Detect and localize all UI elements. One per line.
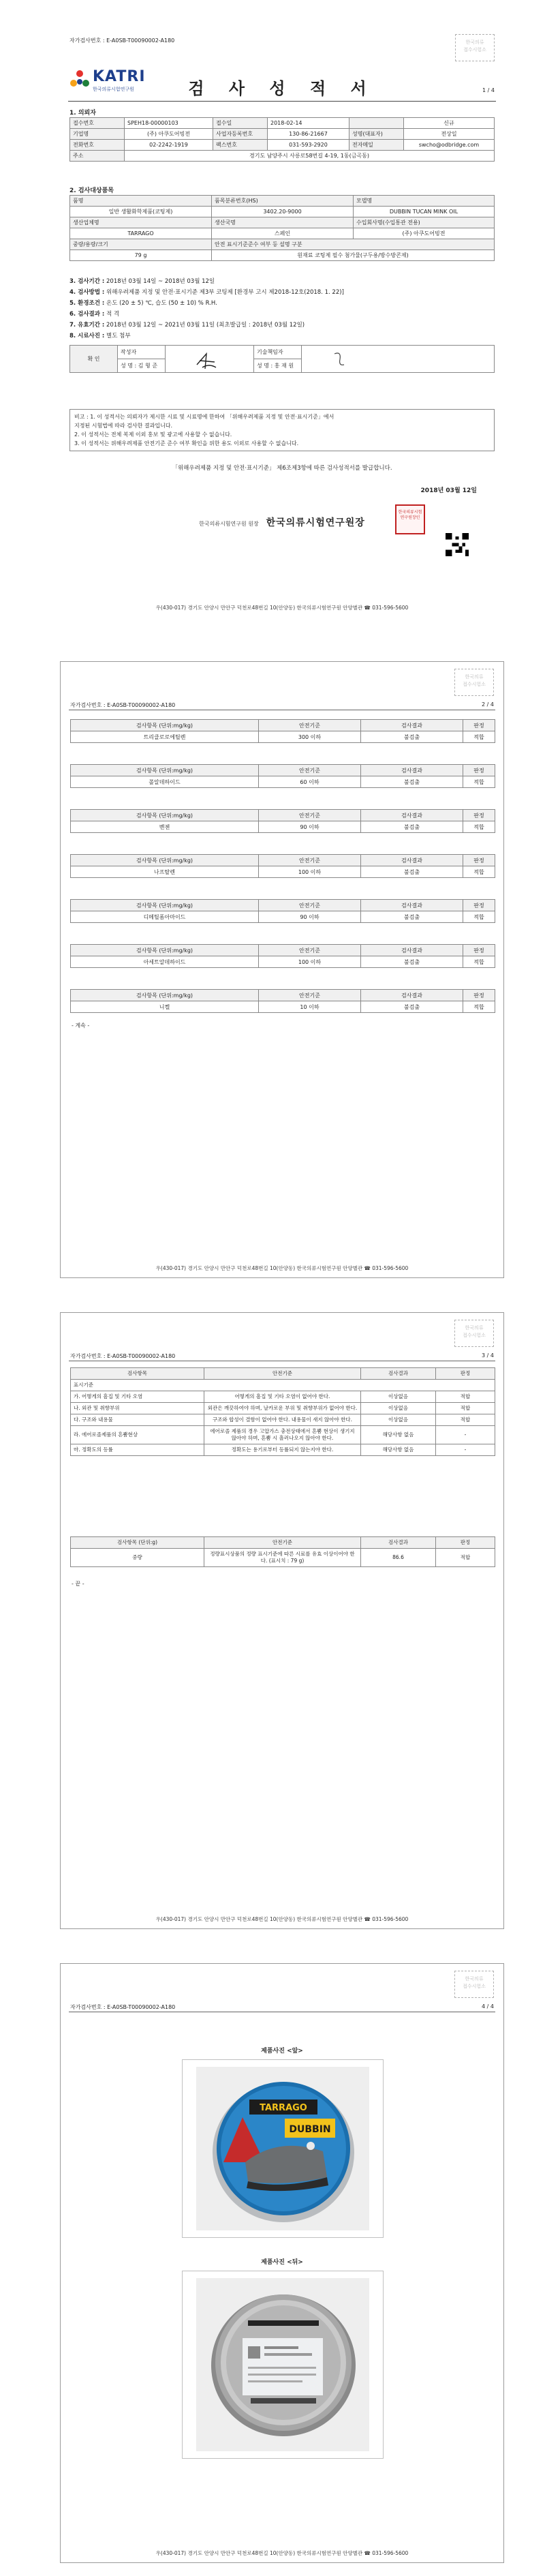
table-row: 주소 경기도 남양주시 사릉로58번길 4-19, 1동(금곡동) <box>70 151 495 162</box>
table-row: 아세트알데하이드 100 이하 불검출 적합 <box>71 956 495 968</box>
weight-table <box>70 1536 495 1567</box>
table-row: 가. 어떻게의 흠집 및 기타 오염 어떻게의 흠집 및 기타 오염이 없어야 한다. 이상없음 적합 <box>71 1391 495 1403</box>
issuer-name: 한국의류시험연구원장 <box>266 517 365 528</box>
table-row: 성 명 : 김 형 준 성 명 : 홍 재 원 <box>70 359 495 373</box>
photo-front-title: 제품사진 <앞> <box>261 2048 303 2055</box>
qr-code-icon <box>446 533 469 556</box>
table-row: TARRAGO 스페인 (주) 아쿠도어빙전 <box>70 228 495 239</box>
remarks-box: 비고 : 1. 이 성적서는 의뢰자가 제시한 시료 및 시료명에 한하여 「위해우려제품 지정 및 안전·표시기준」에서 지정된 시험법에 따라 검사한 결과입니다. 2. 이 성적서는 전체 복제 이외 홍보 및 광고에 사용할 수 없습니다. 3. 이 성적서는 위해우려제품 안전기준 준수 여부 확인을 위한 용도 이외로 사용할 수 없습니다. <box>69 409 495 451</box>
reception-stamp: 한국의류 접수시험소 <box>455 34 495 61</box>
table-header-row: 검사항목 (단위:mg/kg) 안전기준 검사결과 판정 <box>71 900 495 911</box>
logo-subtitle: 한국의류시험연구원 <box>93 87 134 92</box>
doc-number: 자가검사번호 : E-A0SB-T00090002-A180 <box>70 1353 176 1359</box>
page-number: 3 / 4 <box>482 1352 494 1359</box>
photo-front <box>182 2059 384 2238</box>
results-table-5 <box>70 899 495 923</box>
results-table-7 <box>70 989 495 1013</box>
approver-signature <box>302 346 495 373</box>
official-seal: 한국의류시험연구원장인 <box>395 504 425 534</box>
table-row: 전화번호 02-2242-1919 팩스번호 031-593-2920 전자메일 swcho@odbridge.com <box>70 140 495 151</box>
table-row: 79 g 원재료 코팅제 필수 첨가물(구두용/방수방콘제) <box>70 250 495 261</box>
section-applicant: 1. 의뢰자 <box>69 110 96 117</box>
lid-brand-text: TARRAGO <box>260 2103 307 2113</box>
table-row: 표시기준 <box>71 1380 495 1391</box>
table-row: 폴알데하이드 60 이하 불검출 적합 <box>71 776 495 788</box>
continued-mark: - 계속 - <box>72 1022 90 1029</box>
photo-back <box>182 2271 384 2459</box>
lid-product-text: DUBBIN <box>289 2124 331 2135</box>
validity-period: 7. 유효기간 : 2018년 03월 12일 ~ 2021년 03월 11일 (최초발급일 : 2018년 03월 12일) <box>69 322 305 329</box>
table-row: 벤젠 90 이하 불검출 적합 <box>71 821 495 833</box>
applicant-table <box>69 117 495 162</box>
page-number: 2 / 4 <box>482 701 494 708</box>
table-header-row: 검사항목 (단위:mg/kg) 안전기준 검사결과 판정 <box>71 990 495 1001</box>
table-row: 다. 구조와 내용물 구조와 합성이 결함이 없어야 한다. 내용물이 새지 않아야 한다. 이상없음 적합 <box>71 1414 495 1426</box>
sample-photo-note: 8. 시료사진 : 별도 첨부 <box>69 333 131 339</box>
table-row: 나. 외관 및 취향부위 외관은 깨끗하여야 하며, 날카로운 부위 및 취향부위가 없어야 한다. 이상없음 적합 <box>71 1403 495 1414</box>
table-row: 생산업체명 생산국명 수입회사명(수입통관 전용) <box>70 217 495 228</box>
table-row: 기업명 (주) 아쿠도어빙전 사업자등록번호 130-86-21667 성명(대표자) 전상일 <box>70 129 495 140</box>
table-row: 중량 정량표시상품의 정량 표시기준에 따른 시료를 유효 이상이어야 한다. (표시치 : 79 g) 86.6 적합 <box>71 1549 495 1567</box>
doc-number: 자가검사번호 : E-A0SB-T00090002-A180 <box>70 2004 176 2010</box>
reception-stamp: 한국의류 접수시험소 <box>454 1971 494 1998</box>
results-table-1 <box>70 719 495 743</box>
page-footer: 우(430-017) 경기도 안양시 만안구 덕천로48번길 10(안양동) 한국의류시험연구원 안양별관 ☎ 031-596-5600 <box>155 605 409 611</box>
inspection-method: 4. 검사방법 : 위해우려제품 지정 및 안전·표시기준 제3부 코팅제 [환경부 고시 제2018-12호(2018. 1. 22)] <box>69 289 344 296</box>
table-row: 중량/용량/크기 안전 표시기준준수 여부 등 설명 구분 <box>70 239 495 250</box>
page-2 <box>60 661 504 1278</box>
table-row: 라. 에어로졸제품의 흔뿜현상 에어로졸 제품의 경우 고압가스 충전상태에서 흔뿜 현상이 생기지 않아야 하며, 흔뿜 시 흘러나오지 않아야 한다. 해당사항 없음 - <box>71 1426 495 1444</box>
results-table-2 <box>70 764 495 788</box>
results-table-3 <box>70 809 495 833</box>
page-footer: 우(430-017) 경기도 안양시 만안구 덕천로48번길 10(안양동) 한국의류시험연구원 안양별관 ☎ 031-596-5600 <box>155 1916 409 1922</box>
issuer-block <box>60 515 504 529</box>
table-row: 확 인 작성자 기술책임자 <box>70 346 495 359</box>
table-row: 트리클로로에틸렌 300 이하 불검출 적합 <box>71 731 495 743</box>
table-header-row: 검사항목 (단위:mg/kg) 안전기준 검사결과 판정 <box>71 855 495 866</box>
page-number: 1 / 4 <box>482 87 495 93</box>
table-header-row: 검사항목 (단위:mg/kg) 안전기준 검사결과 판정 <box>71 810 495 821</box>
signature-icon <box>329 350 349 370</box>
reception-stamp: 한국의류 접수시험소 <box>454 669 494 696</box>
doc-number: 자가검사번호 : E-A0SB-T00090002-A180 <box>70 702 176 708</box>
signature-icon <box>193 350 220 373</box>
issue-date: 2018년 03월 12일 <box>420 487 477 494</box>
document-title: 검 사 성 적 서 <box>188 79 376 98</box>
table-row: 접수번호 SPEH18-00000103 접수일 2018-02-14 신규 <box>70 118 495 129</box>
product-back-image <box>183 2271 384 2459</box>
table-row: 일반 생활화학제품(코팅제) 3402.20-9000 DUBBIN TUCAN MINK OIL <box>70 207 495 217</box>
results-table-6 <box>70 944 495 968</box>
issuer-caption: 한국의류시험연구원 원장 <box>199 521 259 527</box>
title-divider <box>68 101 496 102</box>
certification-statement: 「위해우려제품 지정 및 안전·표시기준」 제6조제3항에 따른 검사성적서를 발급합니다. <box>172 465 392 472</box>
table-header-row: 검사항목 (단위:mg/kg) 안전기준 검사결과 판정 <box>71 720 495 731</box>
page-footer: 우(430-017) 경기도 안양시 만안구 덕천로48번길 10(안양동) 한국의류시험연구원 안양별관 ☎ 031-596-5600 <box>155 1265 409 1271</box>
table-row: 나프탈렌 100 이하 불검출 적합 <box>71 866 495 878</box>
confirm-label: 확 인 <box>70 346 118 373</box>
table-row: 마. 정확도의 등률 정확도는 용기로부터 등률되지 않는지야 한다. 해당사항 없음 - <box>71 1444 495 1456</box>
table-header-row: 검사항목 (단위:mg/kg) 안전기준 검사결과 판정 <box>71 765 495 776</box>
page-footer: 우(430-017) 경기도 안양시 만안구 덕천로48번길 10(안양동) 한국의류시험연구원 안양별관 ☎ 031-596-5600 <box>155 2550 409 2556</box>
product-front-image <box>183 2060 384 2239</box>
results-table-4 <box>70 854 495 878</box>
table-row: 디메틸폼아마이드 90 이하 불검출 적합 <box>71 911 495 923</box>
end-mark: - 끝 - <box>72 1581 84 1587</box>
photo-back-title: 제품사진 <뒤> <box>261 2259 303 2266</box>
page-1 <box>60 27 504 627</box>
table-row: 품명 품목분류번호(HS) 모델명 <box>70 196 495 207</box>
product-table <box>69 195 495 261</box>
table-header-row: 검사항목 안전기준 검사결과 판정 <box>71 1368 495 1380</box>
section-product: 2. 검사대상품목 <box>69 187 114 194</box>
page-4 <box>60 1963 504 2563</box>
page-3 <box>60 1312 504 1929</box>
reception-stamp: 한국의류 접수시험소 <box>454 1320 494 1347</box>
writer-signature <box>166 346 254 373</box>
confirmation-table <box>69 345 495 373</box>
page-number: 4 / 4 <box>482 2003 494 2010</box>
table-header-row: 검사항목 (단위:g) 안전기준 검사결과 판정 <box>71 1537 495 1549</box>
table-row: 니켈 10 이하 불검출 적합 <box>71 1001 495 1013</box>
inspection-period: 3. 검사기간 : 2018년 03월 14일 ~ 2018년 03월 12일 <box>69 278 215 285</box>
inspection-result: 6. 검사결과 : 적 격 <box>69 311 120 318</box>
table-header-row: 검사항목 (단위:mg/kg) 안전기준 검사결과 판정 <box>71 945 495 956</box>
labeling-table <box>70 1367 495 1456</box>
logo-wordmark: KATRI <box>93 68 146 85</box>
doc-number: 자가검사번호 : E-A0SB-T00090002-A180 <box>69 37 175 44</box>
environment-conditions: 5. 환경조건 : 온도 (20 ± 5) ℃, 습도 (50 ± 10) % R.H. <box>69 300 217 307</box>
